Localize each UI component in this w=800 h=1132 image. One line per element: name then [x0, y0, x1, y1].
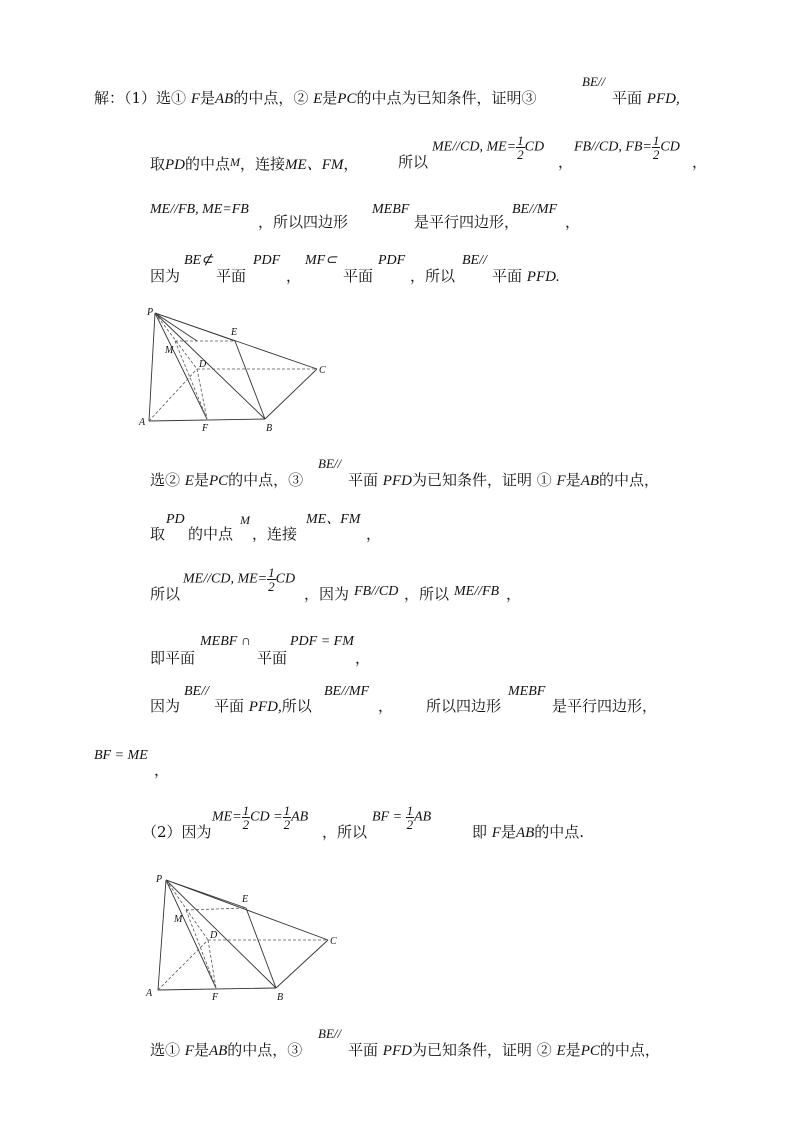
fraction-half — [516, 134, 525, 161]
text: 即平面 — [150, 649, 196, 667]
var-PDF: PDF — [253, 253, 281, 268]
text: 的中点 — [185, 155, 231, 173]
text: 取 — [150, 525, 166, 543]
frac-den: 2 — [517, 147, 524, 162]
sup-BE-parallel: BE// — [582, 74, 606, 89]
formula-ME-FB: ME//FB — [454, 584, 500, 599]
text: ， — [565, 213, 581, 231]
text: 平面 — [216, 267, 247, 285]
frac-den: 2 — [242, 817, 250, 832]
text: 的中点. — [534, 823, 585, 841]
text: 的中点，② — [233, 89, 314, 107]
var-AB: AB — [515, 825, 535, 841]
var-MEBF: MEBF — [372, 202, 410, 217]
text: ，所以 — [410, 267, 456, 285]
label-A: A — [146, 988, 153, 999]
text: 平面 — [214, 697, 249, 715]
text: 是 — [500, 823, 516, 841]
formula-BF-ME: BF = ME — [94, 748, 148, 763]
var-E: E — [184, 473, 194, 489]
solution-intro: 解：（1）选① — [94, 89, 191, 107]
choice2-line-1a — [150, 470, 303, 491]
text: 是平行四边形， — [414, 213, 520, 231]
formula-text: ME//CD, ME= — [432, 139, 517, 155]
formula-FB-CD — [574, 134, 680, 161]
frac-num: 1 — [517, 133, 524, 148]
frac-den: 2 — [652, 147, 660, 162]
text: ，连接 — [240, 155, 286, 173]
text: ， — [286, 267, 302, 285]
formula-BE-MF: BE//MF — [324, 684, 370, 699]
text: 是 — [565, 471, 581, 489]
formula-BE-MF: BE//MF — [512, 202, 558, 217]
text: 平面 — [612, 89, 647, 107]
label-E: E — [242, 894, 249, 905]
formula-text: AB — [291, 809, 309, 825]
var-PFD: PFD — [382, 473, 412, 489]
geometry-figure-1 — [135, 305, 335, 435]
text: ， — [343, 155, 359, 173]
var-PC: PC — [337, 91, 357, 107]
text: ，所以 — [404, 585, 450, 603]
formula-text: ME//CD, ME= — [183, 571, 268, 587]
text: 所以 — [281, 697, 312, 715]
part3-line-a — [150, 1040, 302, 1061]
text: 的中点为已知条件，证明③ — [356, 89, 537, 107]
text: 取 — [150, 155, 166, 173]
formula-ME-CD — [183, 566, 295, 593]
label-P: P — [147, 307, 154, 318]
text: 所以 — [150, 585, 181, 603]
formula-PDF-FM: PDF = FM — [290, 634, 354, 649]
label-D: D — [210, 930, 218, 941]
text: 的中点， — [599, 1041, 660, 1059]
var-F: F — [184, 1043, 194, 1059]
formula-text: BF = — [372, 809, 403, 825]
text: 为已知条件，证明 ② — [411, 1041, 557, 1059]
text: 平面 — [348, 471, 383, 489]
choice2-line-e — [214, 696, 312, 717]
var-F: F — [190, 91, 200, 107]
label-M: M — [165, 345, 174, 356]
label-D: D — [199, 359, 207, 370]
frac-num: 1 — [268, 565, 275, 580]
formula-ME-FB: ME//FB, ME=FB — [150, 202, 249, 217]
label-B: B — [277, 992, 284, 1003]
frac-num: 1 — [406, 803, 414, 818]
label-F: F — [202, 423, 209, 434]
var-PC: PC — [208, 473, 229, 489]
var-PD: PD — [165, 157, 186, 173]
var-E: E — [556, 1043, 566, 1059]
formula-BE-parallel: BE// — [462, 253, 487, 268]
var-AB: AB — [208, 1043, 228, 1059]
label-B: B — [266, 423, 273, 434]
frac-den: 2 — [268, 579, 275, 594]
var-MEBF-text: MEBF — [200, 634, 238, 649]
formula-BF-AB — [372, 804, 431, 831]
formula-text: ME= — [212, 809, 242, 825]
fraction-half — [283, 804, 292, 831]
part2-conclusion — [472, 822, 584, 843]
formula-text: FB//CD, FB= — [574, 139, 652, 155]
text: 是平行四边形， — [552, 697, 658, 715]
formula-text: CD — [660, 139, 680, 155]
frac-num: 1 — [283, 803, 291, 818]
label-C: C — [319, 365, 326, 376]
text: 即 — [472, 823, 492, 841]
formula-text: CD — [275, 571, 296, 587]
text: 平面 — [492, 267, 527, 285]
text: 平面 — [343, 267, 374, 285]
text-suoyi: 所以 — [398, 153, 429, 171]
text: 因为 — [150, 267, 181, 285]
text: 是 — [565, 1041, 581, 1059]
text: 的中点， — [599, 471, 660, 489]
text: 选① — [150, 1041, 185, 1059]
formula-FB-CD: FB//CD — [354, 584, 399, 599]
label-A: A — [139, 417, 146, 428]
formula-text: CD — [524, 139, 545, 155]
var-ME-FM: ME、FM — [306, 512, 361, 527]
frac-num: 1 — [242, 803, 250, 818]
var-PFD: PFD. — [526, 269, 560, 285]
var-MEBF: MEBF — [508, 684, 546, 699]
choice2-line-1b — [348, 470, 659, 491]
text: ， — [154, 761, 170, 779]
frac-num: 1 — [652, 133, 660, 148]
formula-ME-CD — [432, 134, 544, 161]
text: ，连接 — [252, 525, 298, 543]
text: 平面 — [257, 649, 288, 667]
formula-BE-notin: BE⊄ — [184, 253, 213, 268]
var-E: E — [313, 91, 323, 107]
label-C: C — [330, 936, 337, 947]
text: ，因为 — [304, 585, 350, 603]
var-MEBF — [200, 632, 251, 652]
text: 的中点 — [188, 525, 234, 543]
text: 是 — [193, 1041, 209, 1059]
var-PC: PC — [580, 1043, 600, 1059]
geometry-figure-2 — [140, 868, 350, 1008]
text: ， — [366, 525, 382, 543]
formula-text: CD = — [250, 809, 283, 825]
solution-line-2a — [150, 152, 358, 175]
fraction-half — [406, 804, 415, 831]
text: 的中点，③ — [227, 1041, 303, 1059]
text: ，所以 — [322, 823, 368, 841]
var-AB: AB — [580, 473, 600, 489]
label-E: E — [231, 327, 238, 338]
plane-PFD — [612, 88, 680, 109]
var-F: F — [491, 825, 501, 841]
text: ， — [355, 649, 371, 667]
var-PFD: PFD — [382, 1043, 412, 1059]
frac-den: 2 — [406, 817, 414, 832]
var-PFD: PFD, — [646, 91, 680, 107]
var-M: M — [240, 513, 250, 527]
text: ， — [506, 585, 522, 603]
text: ， — [692, 153, 708, 171]
var-PDF: PDF — [378, 253, 406, 268]
label-F: F — [212, 992, 219, 1003]
text: 因为 — [150, 697, 181, 715]
var-PD: PD — [166, 512, 185, 527]
part3-line-b — [348, 1040, 660, 1061]
var-F: F — [556, 473, 566, 489]
solution-line-1 — [94, 88, 536, 109]
text: 平面 — [348, 1041, 383, 1059]
text: 所以四边形 — [426, 697, 502, 715]
text: 是 — [193, 471, 209, 489]
var-PFD: PFD, — [248, 699, 282, 715]
text: 是 — [199, 89, 215, 107]
label-P: P — [156, 874, 163, 885]
part2-intro: （2）因为 — [142, 823, 212, 841]
text: 为已知条件，证明 ① — [411, 471, 557, 489]
formula-BE-parallel: BE// — [184, 684, 209, 699]
sup-BE-parallel: BE// — [318, 456, 342, 471]
sup-BE-parallel: BE// — [318, 1026, 342, 1041]
text: ， — [378, 697, 394, 715]
intersection-symbol: ∩ — [240, 634, 251, 649]
text: ，所以四边形 — [258, 213, 349, 231]
fraction-half — [242, 804, 251, 831]
var-ME-FM: ME、FM — [285, 157, 344, 173]
formula-text: AB — [414, 809, 432, 825]
label-M: M — [174, 914, 183, 925]
text: 选② — [150, 471, 185, 489]
text: 的中点，③ — [228, 471, 304, 489]
frac-den: 2 — [283, 817, 291, 832]
var-AB: AB — [215, 91, 234, 107]
text: 是 — [322, 89, 338, 107]
text: ， — [558, 153, 574, 171]
fraction-half — [267, 566, 276, 593]
var-M: M — [230, 155, 241, 169]
plane-PFD — [492, 266, 560, 287]
formula-ME-CD-AB — [212, 804, 308, 831]
formula-MF-in: MF⊂ — [305, 253, 337, 268]
